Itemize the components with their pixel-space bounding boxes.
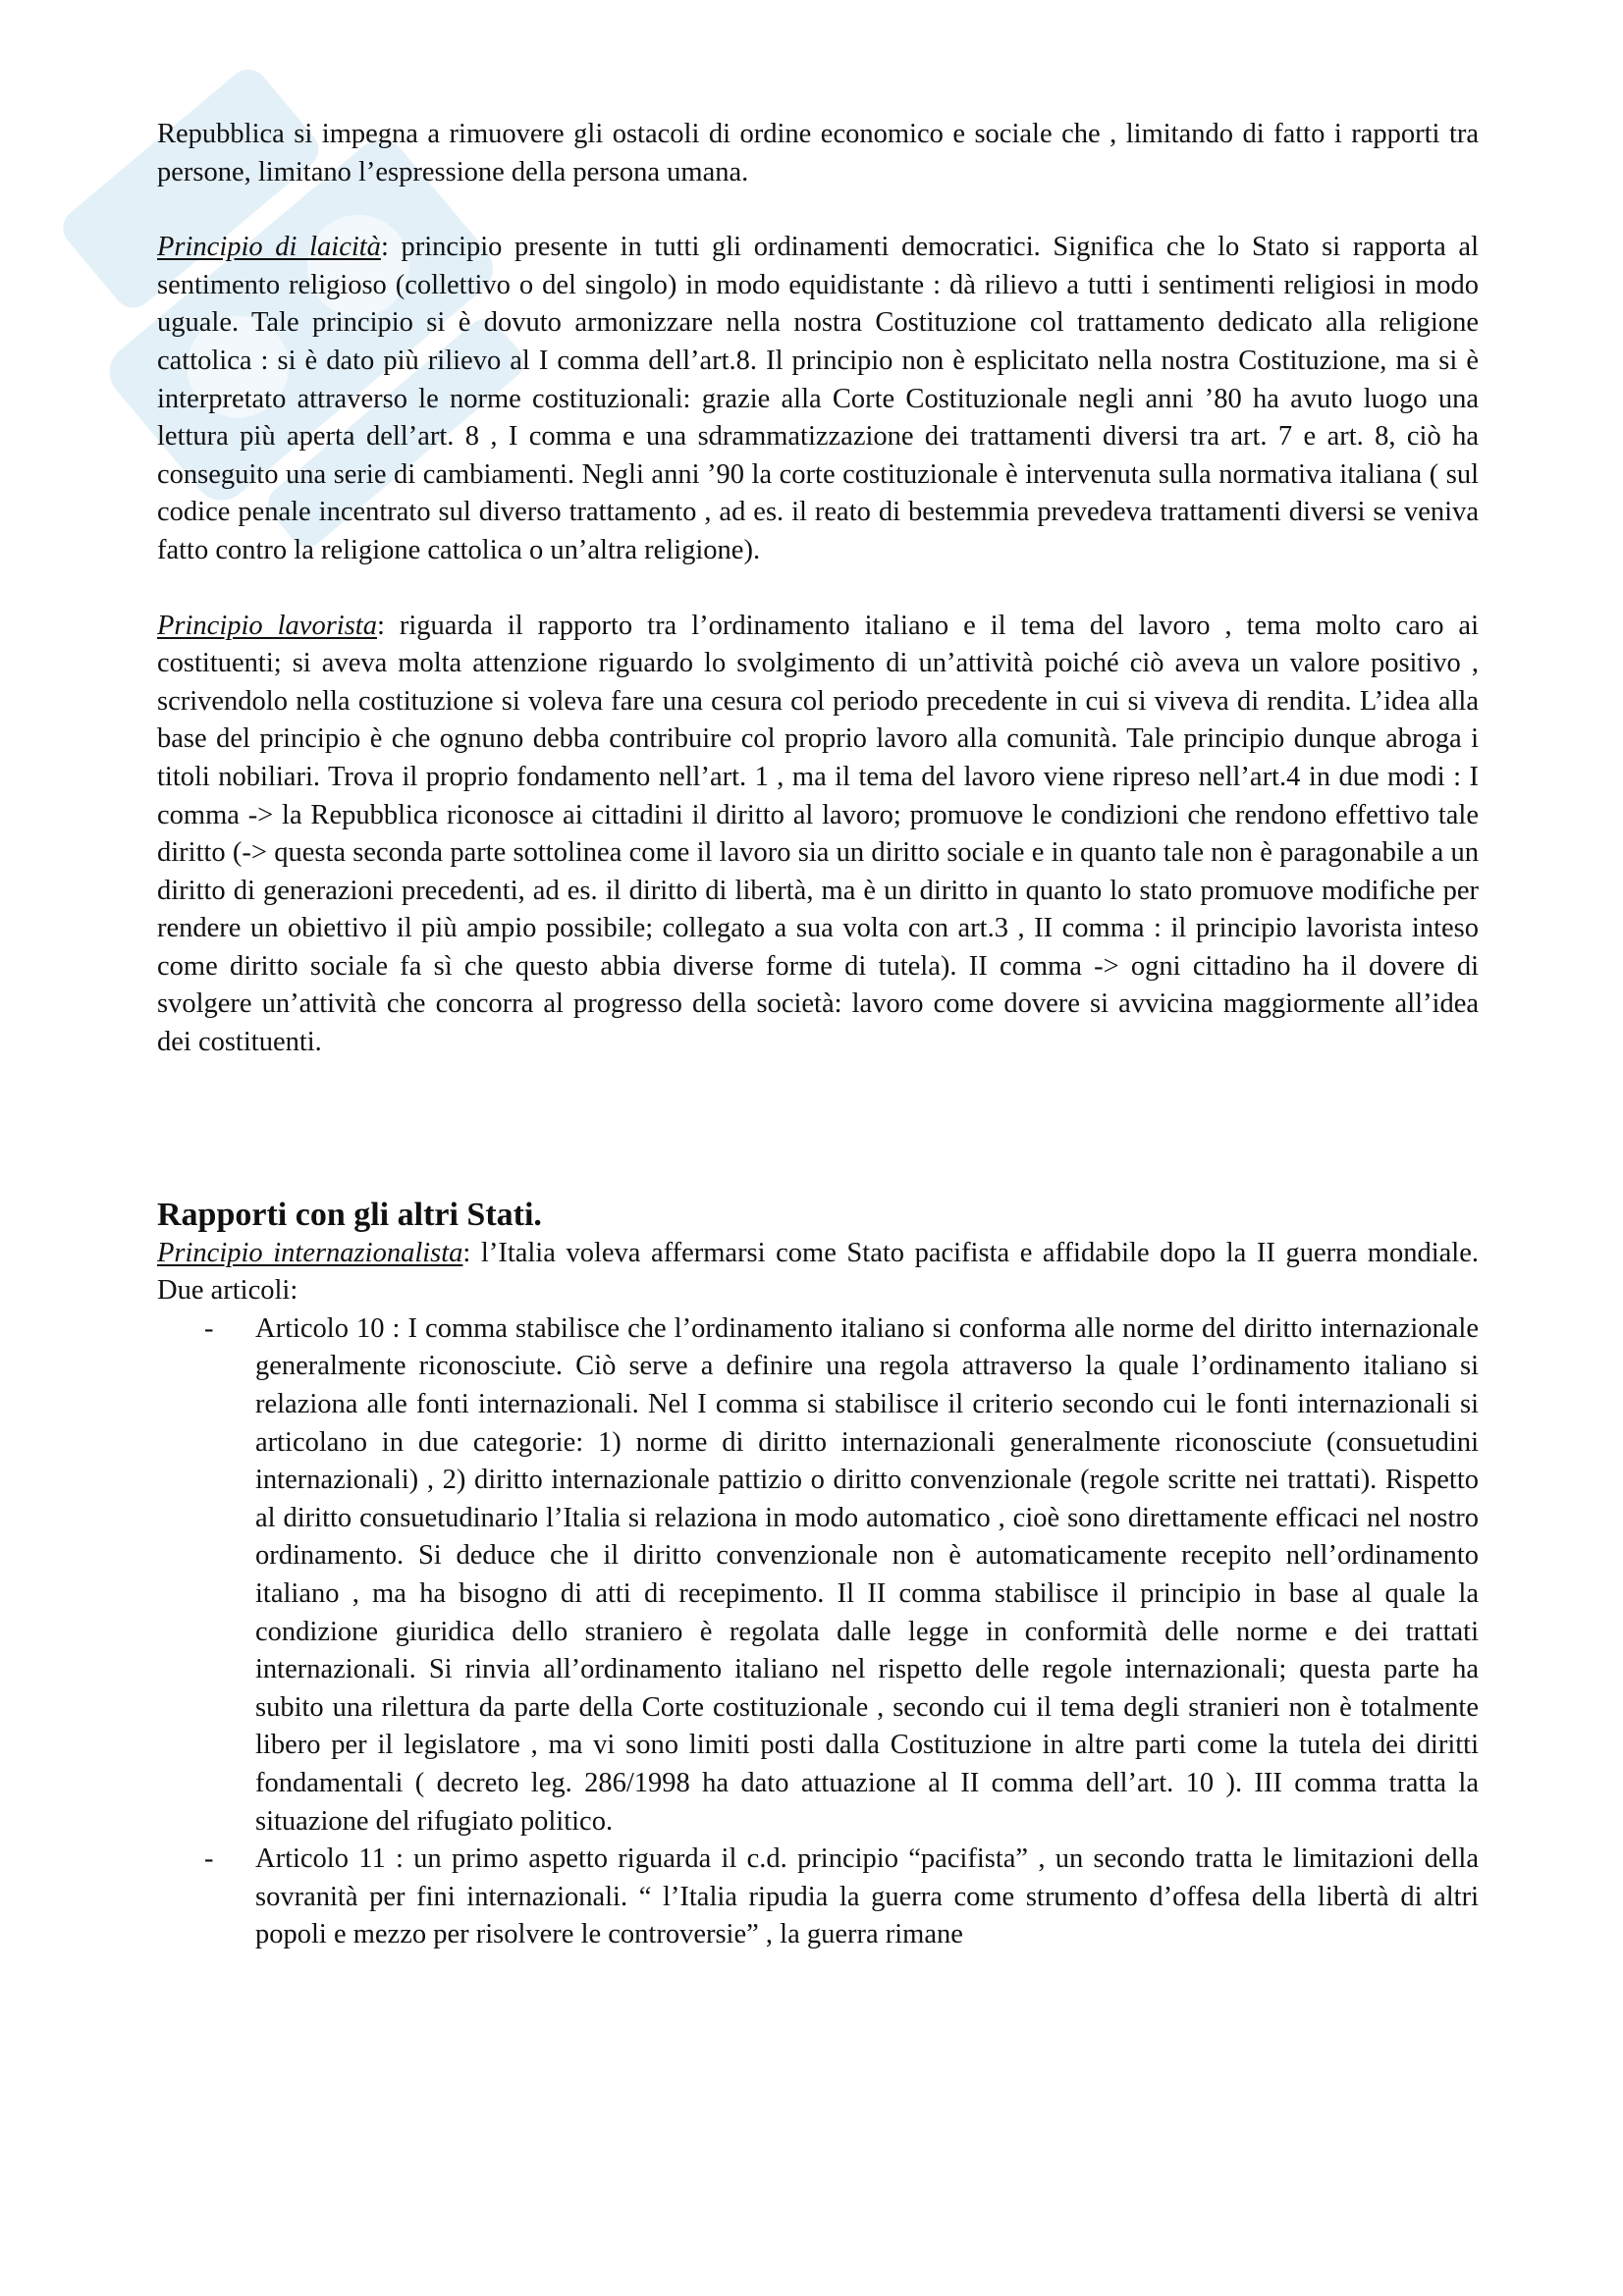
laicita-term: Principio di laicità [157,232,381,263]
internazionalista-text: : l’Italia voleva affermarsi come Stato pacifista e affidabile dopo la II guerra mondiale. Due articoli: [157,1237,1479,1307]
list-bullet: - [204,1843,214,1875]
lavorista-text: : riguarda il rapporto tra l’ordinamento italiano e il tema del lavoro , tema molto caro ai costituenti; si aveva molta attenzione riguardo lo svolgimento di un’attività poiché ciò aveva un valore positivo , scrivendolo nella costituzione si voleva fare una cesura col periodo precedente in cui si viveva di rendita. L’idea alla base del principio è che ognuno debba contribuire col proprio lavoro alla comunità. Tale principio dunque abroga i titoli nobiliari. Trova il proprio fondamento nell’art. 1 , ma il tema del lavoro viene ripreso nell’art.4 in due modi : I comma -> la Repubblica riconosce ai cittadini il diritto al lavoro; promuove le condizioni che rendono effettivo tale diritto (-> questa seconda parte sottolinea come il lavoro sia un diritto sociale e in quanto tale non è paragonabile a un diritto di generazioni precedenti, ad es. il diritto di libertà, ma è un diritto in quanto lo stato promuove modifiche per rendere un obiettivo il più ampio possibile; collegato a sua volta con art.3 , II comma : il principio lavorista inteso come diritto sociale fa sì che questo abbia diverse forme di tutela). II comma -> ogni cittadino ha il dovere di svolgere un’attività che concorra al progresso della società: lavoro come dovere si avvicina maggiormente all’idea dei costituenti. [157,610,1480,1058]
articolo-10-text: Articolo 10 : I comma stabilisce che l’ordinamento italiano si conforma alle norme del diritto internazionale generalmente riconosciute. Ciò serve a definire una regola attraverso la quale l’ordinamento italiano si relaziona alle fonti internazionali. Nel I comma si stabilisce il criterio secondo cui le fonti internazionali si articolano in due categorie: 1) norme di diritto internazionali generalmente riconosciute (consuetudini internazionali) , 2) diritto internazionale pattizio o diritto convenzionale (regole scritte nei trattati). Rispetto al diritto consuetudinario l’Italia si relaziona in modo automatico , cioè sono direttamente efficaci nel nostro ordinamento. Si deduce che il diritto convenzionale non è automaticamente recepito nell’ordinamento italiano , ma ha bisogno di atti di recepimento. Il II comma stabilisce il principio in base al quale la condizione giuridica dello straniero è regolata dalle legge in conformità delle norme e dei trattati internazionali. Si rinvia all’ordinamento italiano nel rispetto delle regole internazionali; questa parte ha subito una rilettura da parte della Corte costituzionale , secondo cui il tema degli stranieri non è totalmente libero per il legislatore , ma vi sono limiti posti dalla Costituzione in altre parti come la tutela dei diritti fondamentali ( decreto leg. 286/1998 ha dato attuazione al II comma dell’art. 10 ). III comma tratta la situazione del rifugiato politico. [255,1312,1479,1837]
list-item-articolo-10 [157,1310,1479,1841]
internazionalista-paragraph [157,1235,1479,1310]
lavorista-term: Principio lavorista [157,610,377,641]
section-title: Rapporti con gli altri Stati. [157,1196,542,1233]
articolo-11-text: Articolo 11 : un primo aspetto riguarda il c.d. principio “pacifista” , un secondo tratta le limitazioni della sovranità per fini internazionali. “ l’Italia ripudia la guerra come strumento d’offesa della libertà di altri popoli e mezzo per risolvere le controversie” , la guerra rimane [255,1843,1479,1950]
list-bullet: - [204,1312,214,1344]
document-page [157,116,1479,1954]
internazionalista-term: Principio internazionalista [157,1237,463,1268]
laicita-paragraph [157,229,1479,569]
lavorista-paragraph [157,608,1479,1062]
section-spacer [157,1099,1479,1196]
laicita-text: : principio presente in tutti gli ordinamenti democratici. Significa che lo Stato si rapporta al sentimento religioso (collettivo o del singolo) in modo equidistante : dà rilievo a tutti i sentimenti religiosi in modo uguale. Tale principio si è dovuto armonizzare nella nostra Costituzione col trattamento dedicato alla religione cattolica : si è dato più rilievo al I comma dell’art.8. Il principio non è esplicitato nella nostra Costituzione, ma si è interpretato attraverso le norme costituzionali: grazie alla Corte Costituzionale negli anni ’80 ha avuto luogo una lettura più aperta dell’art. 8 , I comma e una sdrammatizzazione dei trattamenti diversi tra art. 7 e art. 8, ciò ha conseguito una serie di cambiamenti. Negli anni ’90 la corte costituzionale è intervenuta sulla normativa italiana ( sul codice penale incentrato sul diverso trattamento , ad es. il reato di bestemmia prevedeva trattamenti diversi se veniva fatto contro la religione cattolica o un’altra religione). [157,232,1479,565]
list-item-articolo-11 [157,1841,1479,1954]
intro-paragraph: Repubblica si impegna a rimuovere gli ostacoli di ordine economico e sociale che , limitando di fatto i rapporti tra persone, limitano l’espressione della persona umana. [157,119,1479,187]
articles-list [157,1310,1479,1954]
